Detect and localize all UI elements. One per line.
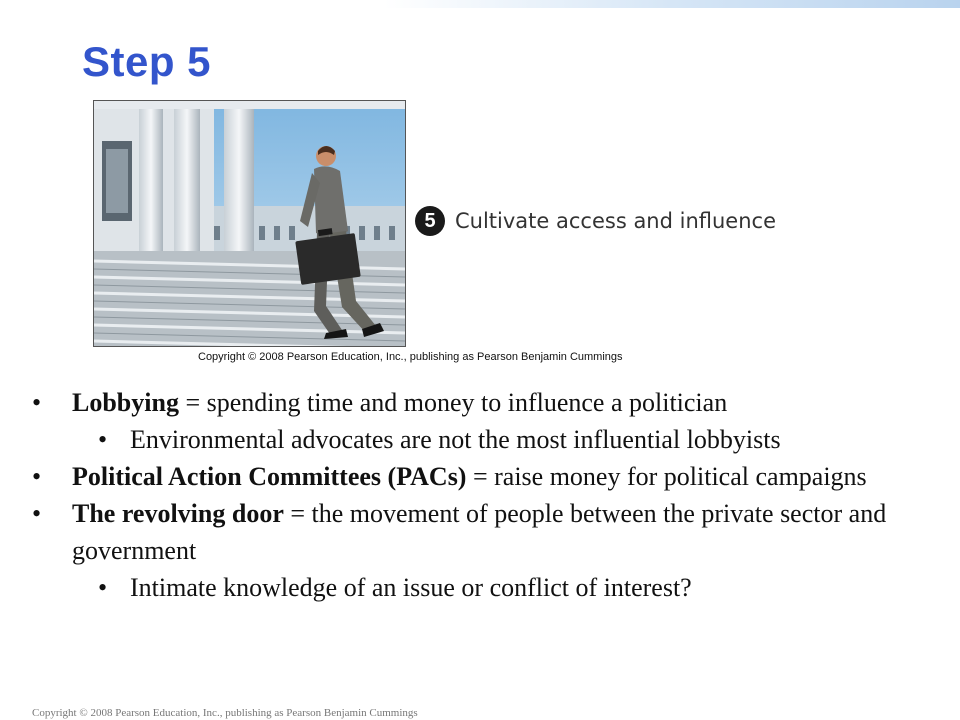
- footer-copyright: Copyright © 2008 Pearson Education, Inc., publishing as Pearson Benjamin Cummings: [32, 707, 418, 719]
- bullet-list: [30, 384, 930, 606]
- slide-title: Step 5: [82, 38, 212, 85]
- bullet-text: Intimate knowledge of an issue or conflict of interest?: [130, 573, 692, 602]
- subbullet-intimate-knowledge: [30, 569, 930, 606]
- bullet-text: = the movement of people between the private sector and government: [72, 499, 887, 565]
- bullet-dot: •: [32, 462, 42, 491]
- figure-copyright: Copyright © 2008 Pearson Education, Inc., publishing as Pearson Benjamin Cummings: [198, 351, 623, 363]
- lobbyist-illustration: [93, 100, 406, 347]
- step-label: [415, 206, 776, 236]
- bullet-text: = raise money for political campaigns: [466, 462, 867, 491]
- bullet-revolving-door: [30, 495, 930, 569]
- subbullet-environmental-advocates: [30, 421, 930, 458]
- bullet-text: Environmental advocates are not the most influential lobbyists: [130, 425, 781, 454]
- bullet-term: The revolving door: [72, 499, 284, 528]
- bullet-pacs: [30, 458, 930, 495]
- bullet-dot: •: [32, 388, 42, 417]
- bullet-term: Lobbying: [72, 388, 179, 417]
- lobbyist-climbing-steps-image: [94, 101, 405, 346]
- top-gradient-bar: [0, 0, 960, 8]
- bullet-lobbying: [30, 384, 930, 421]
- bullet-dot: •: [98, 573, 108, 602]
- bullet-dot: •: [32, 499, 42, 528]
- step-number-badge: 5: [415, 206, 445, 236]
- bullet-text: = spending time and money to influence a politician: [178, 388, 728, 417]
- bullet-term: Political Action Committees (PACs): [72, 462, 467, 491]
- step-caption: Cultivate access and influence: [455, 209, 776, 233]
- bullet-dot: •: [98, 425, 108, 454]
